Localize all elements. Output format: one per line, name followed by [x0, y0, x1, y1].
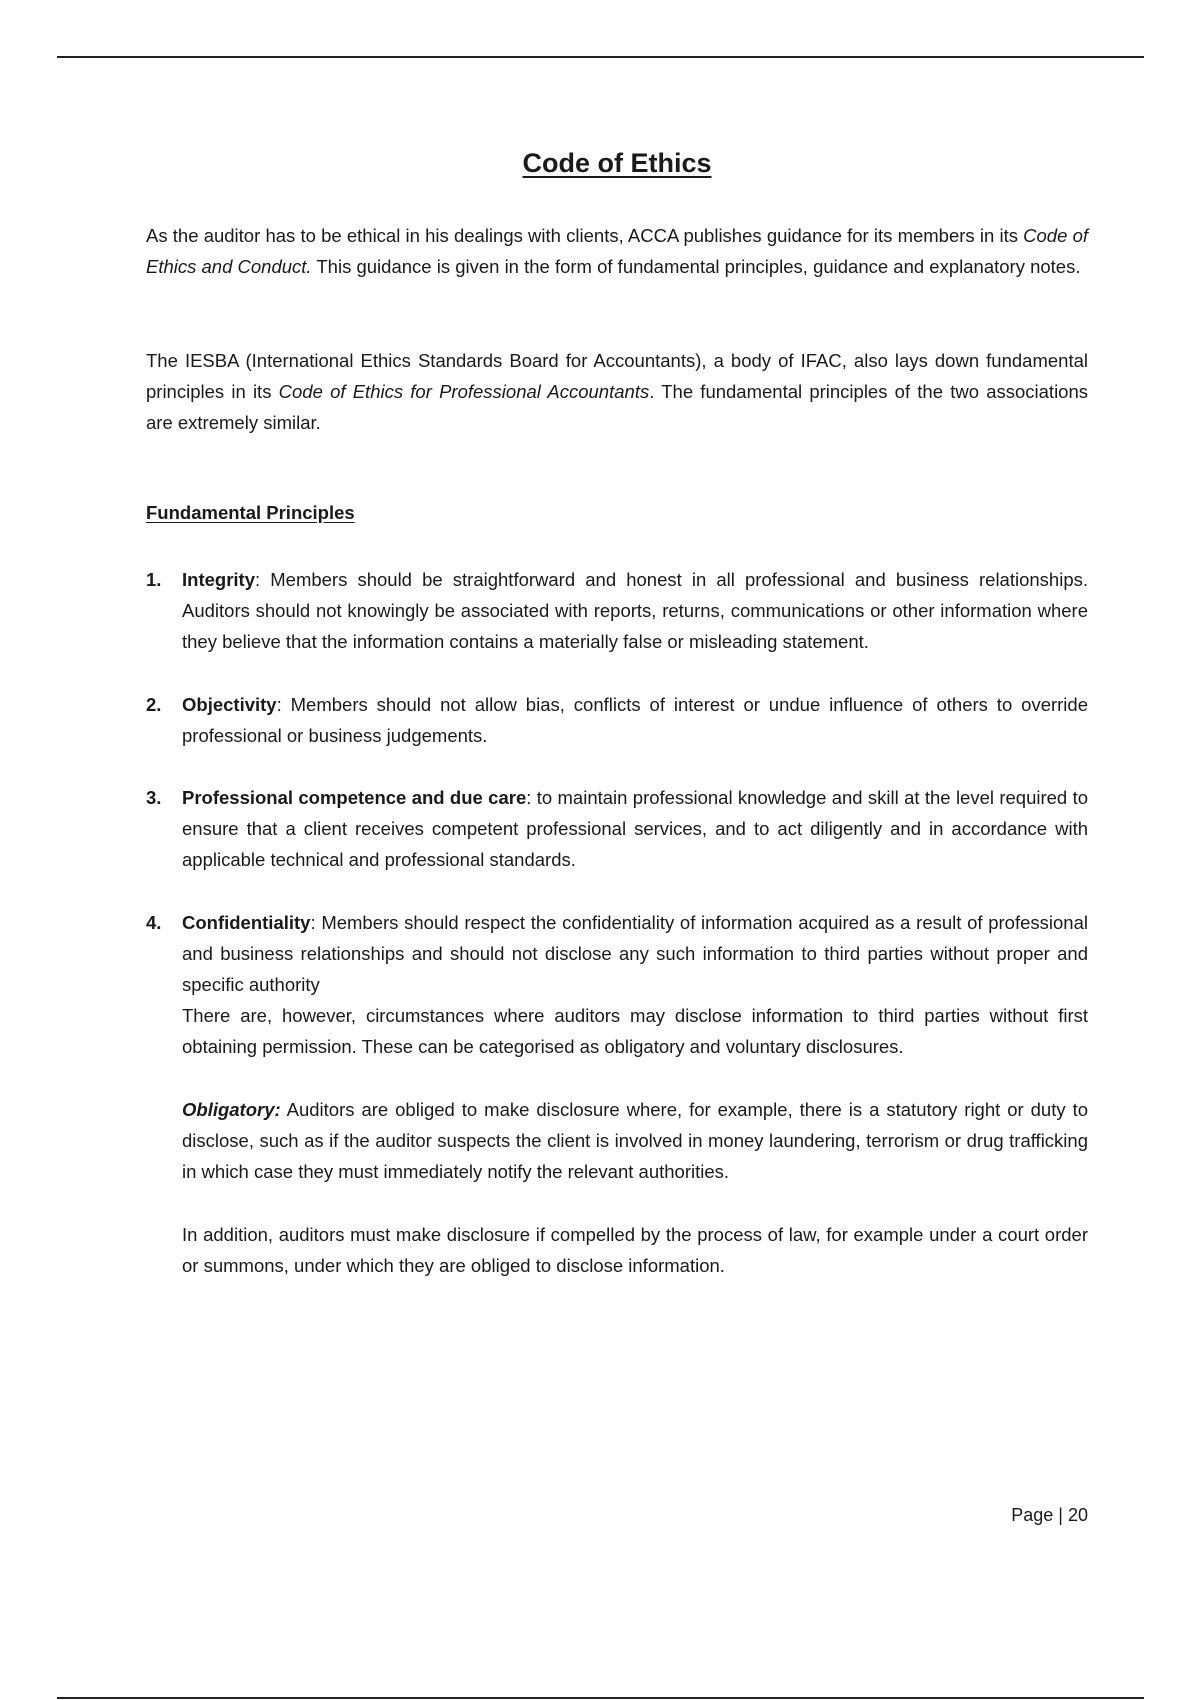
- intro-2-text-end: . The fundamental principles of the two associations are extremely similar.: [146, 381, 1089, 433]
- obligatory-label: Obligatory:: [182, 1099, 281, 1120]
- section-heading-text: Fundamental Principles: [146, 502, 355, 523]
- section-heading: [146, 502, 355, 524]
- principle-confidentiality: [146, 907, 1088, 1062]
- intro-1-text-end: This guidance is given in the form of fundamental principles, guidance and explanatory notes.: [311, 256, 1081, 277]
- principle-body: [182, 782, 1088, 875]
- page-footer: [1011, 1500, 1088, 1531]
- principle-professional-competence: [146, 782, 1088, 875]
- principle-term: Objectivity: [182, 694, 277, 715]
- principle-objectivity: [146, 689, 1088, 751]
- obligatory-text: Auditors are obliged to make disclosure where, for example, there is a statutory right or duty to disclose, such as if the auditor suspects the client is involved in money laundering, terrorism or drug trafficking in which case they must immediately notify the relevant authorities.: [182, 1099, 1088, 1182]
- intro-1-code-title: Code of Ethics and Conduct.: [146, 225, 1089, 277]
- intro-paragraph-1: [146, 220, 1088, 282]
- page-title-text: Code of Ethics: [522, 148, 712, 178]
- intro-2-text: The IESBA (International Ethics Standards Board for Accountants), a body of IFAC, also lays down fundamental principles in its: [146, 350, 1088, 402]
- principle-text: : Members should respect the confidentiality of information acquired as a result of professional and business relationships and should not disclose any such information to third parties without proper and specific authority: [182, 912, 1088, 995]
- page-title: [146, 148, 1088, 179]
- intro-1-text: As the auditor has to be ethical in his dealings with clients, ACCA publishes guidance for its members in its: [146, 225, 1024, 246]
- principle-text: : to maintain professional knowledge and skill at the level required to ensure that a client receives competent professional services, and to act diligently and in accordance with applicable technical and professional standards.: [182, 787, 1088, 870]
- intro-2-code-title: Code of Ethics for Professional Accountants: [278, 381, 650, 402]
- principle-number: 3.: [146, 787, 162, 808]
- principle-number: 4.: [146, 912, 162, 933]
- principle-term: Confidentiality: [182, 912, 311, 933]
- principle-text: : Members should be straightforward and honest in all professional and business relationships. Auditors should not knowingly be associated with reports, returns, communications or other information where they believe that the information contains a materially false or misleading statement.: [182, 569, 1088, 652]
- principle-term: Integrity: [182, 569, 255, 590]
- principle-body: [182, 907, 1088, 1062]
- principle-number: 2.: [146, 694, 162, 715]
- obligatory-paragraph: [182, 1094, 1088, 1187]
- footer-rule: [57, 1697, 1144, 1699]
- principle-number: 1.: [146, 569, 162, 590]
- principle-term: Professional competence and due care: [182, 787, 527, 808]
- principle-integrity: [146, 564, 1088, 657]
- page-separator: |: [1058, 1505, 1063, 1525]
- principle-text: : Members should not allow bias, conflicts of interest or undue influence of others to override professional or business judgements.: [182, 694, 1088, 746]
- principle-body: [182, 689, 1088, 751]
- principle-continuation: There are, however, circumstances where auditors may disclose information to third parties without first obtaining permission. These can be categorised as obligatory and voluntary disclosures.: [182, 1005, 1088, 1057]
- header-rule: [57, 56, 1144, 58]
- principle-body: [182, 564, 1088, 657]
- addition-paragraph: In addition, auditors must make disclosure if compelled by the process of law, for example under a court order or summons, under which they are obliged to disclose information.: [182, 1224, 1088, 1276]
- intro-paragraph-2: [146, 345, 1088, 438]
- page-label: Page: [1011, 1505, 1054, 1525]
- page-number: 20: [1067, 1505, 1088, 1525]
